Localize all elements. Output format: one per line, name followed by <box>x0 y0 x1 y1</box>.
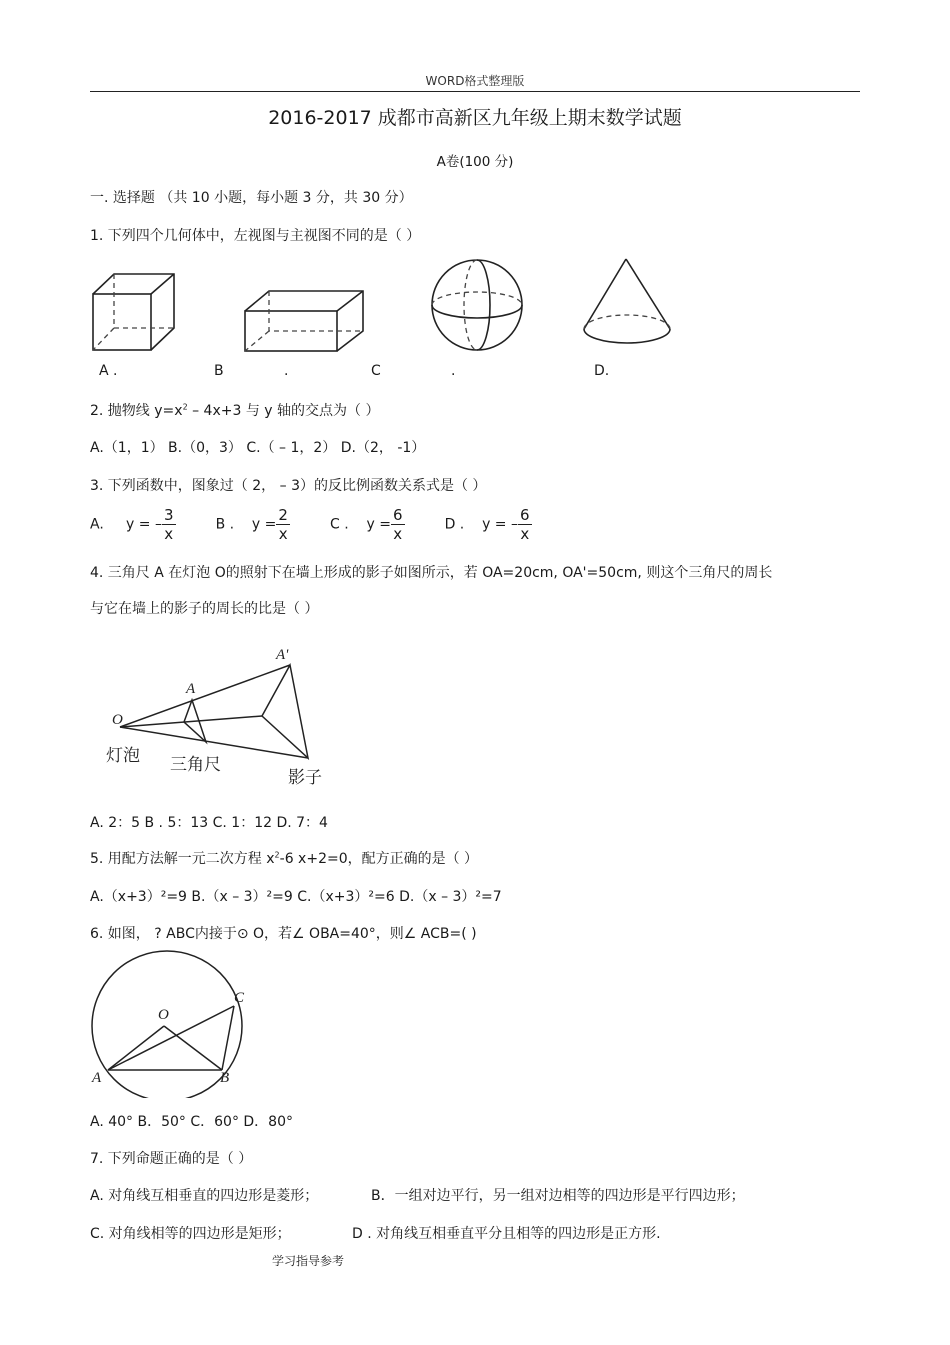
prism-figure <box>242 288 367 354</box>
label-shadow: 影子 <box>288 768 322 788</box>
q6-circle-figure <box>84 948 264 1098</box>
q2-stem: 2. 抛物线 $y=x^2 - 4x+3$ 与 y 轴的交点为（ ） <box>90 402 380 419</box>
exam-title: 2016-2017 成都市高新区九年级上期末数学试题 <box>268 107 682 129</box>
q4-stem-line2: 与它在墙上的影子的周长的比是（ ） <box>90 601 319 617</box>
q3-options: A. y = – $\frac{3}{x}$ B . y = $\frac{2}{x}$ C . y = $\frac{6}{x}$ D . y = – $\frac{6}{x}$ <box>90 506 530 543</box>
label-a-prime: A' <box>276 647 289 663</box>
q7-option-d: D . 对角线互相垂直平分且相等的四边形是正方形. <box>352 1226 661 1242</box>
q4-shadow-figure <box>100 640 340 790</box>
q1-dot-1: . <box>284 363 289 379</box>
q1-option-b: B <box>214 363 224 379</box>
q6-stem: 6. 如图， ? ABC内接于⊙ O，若∠ OBA=40°，则∠ ACB=( ) <box>90 926 477 942</box>
q6-options: A. 40° B．50° C．60° D．80° <box>90 1114 293 1130</box>
label-a: A <box>186 681 196 697</box>
header-divider <box>90 91 860 92</box>
q1-option-d: D. <box>594 363 610 379</box>
cone-figure <box>578 255 678 350</box>
q3-stem: 3. 下列函数中，图象过（ 2， – 3）的反比例函数关系式是（ ） <box>90 478 487 494</box>
exam-subtitle: A卷(100 分) <box>436 154 514 170</box>
q4-stem-line1: 4. 三角尺 A 在灯泡 O的照射下在墙上形成的影子如图所示，若 OA=20cm, OA'=50cm, 则这个三角尺的周长 <box>90 565 773 581</box>
q1-option-a: A . <box>99 363 118 379</box>
page-header: WORD格式整理版 <box>425 74 525 88</box>
q7-option-c: C. 对角线相等的四边形是矩形； <box>90 1226 291 1242</box>
q1-stem: 1. 下列四个几何体中，左视图与主视图不同的是（ ） <box>90 228 421 244</box>
page-footer: 学习指导参考 <box>272 1254 345 1268</box>
section-heading: 一. 选择题 （共 10 小题，每小题 3 分，共 30 分） <box>90 190 413 206</box>
label-o: O <box>158 1007 169 1023</box>
sphere-figure <box>428 256 526 354</box>
q2-options: A.（1，1） B.（0，3） C.（ – 1，2） D.（2， -1） <box>90 440 426 456</box>
label-c: C <box>234 990 245 1006</box>
q7-stem: 7. 下列命题正确的是（ ） <box>90 1151 253 1167</box>
q4-options: A. 2：5 B . 5：13 C. 1：12 D. 7：4 <box>90 815 328 831</box>
q5-options: A.（x+3）²=9 B.（x – 3）²=9 C.（x+3）²=6 D.（x – 3）²=7 <box>90 889 502 905</box>
label-a: A <box>92 1070 102 1086</box>
label-o: O <box>112 712 123 728</box>
q5-stem: 5. 用配方法解一元二次方程 $x^2-6$ x+2=0，配方正确的是（ ） <box>90 850 479 867</box>
cube-figure <box>90 270 180 352</box>
q7-option-a: A. 对角线互相垂直的四边形是菱形； <box>90 1188 319 1204</box>
q1-dot-2: . <box>451 363 456 379</box>
label-bulb: 灯泡 <box>106 746 140 766</box>
q7-option-b: B．一组对边平行，另一组对边相等的四边形是平行四边形； <box>371 1188 745 1204</box>
label-ruler: 三角尺 <box>170 755 221 775</box>
q1-option-c: C <box>371 363 381 379</box>
label-b: B <box>220 1070 230 1086</box>
